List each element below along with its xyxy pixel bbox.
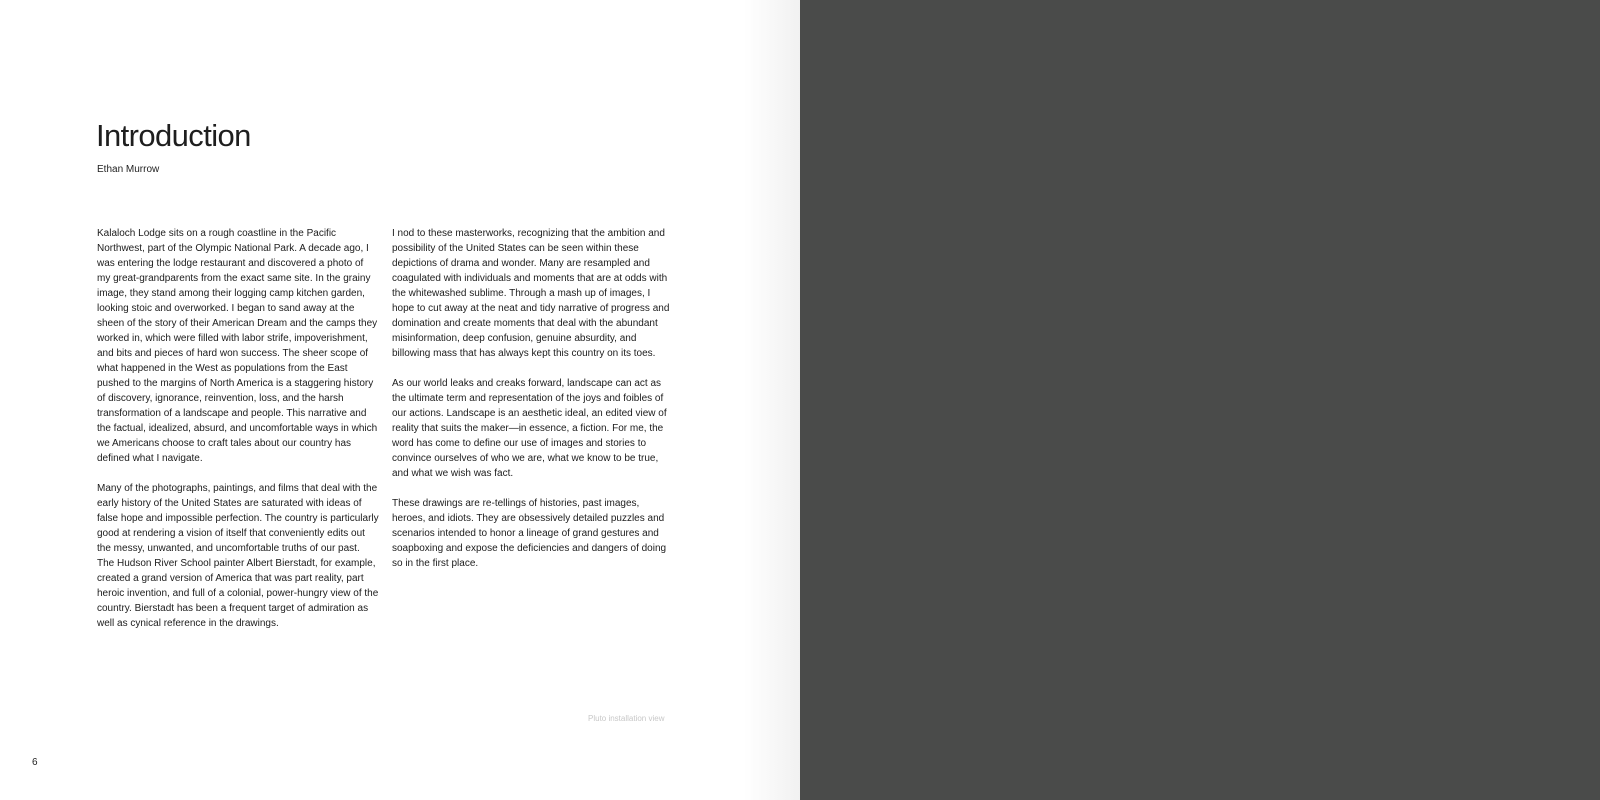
paragraph: Kalaloch Lodge sits on a rough coastline in the Pacific Northwest, part of the Olympic National Park. A decade ago, I was entering the lodge restaurant and discovered a photo of my great-grandparents from the exact same site. In the grainy image, they stand among their logging camp kitchen garden, looking stoic and overworked. I began to sand away at the sheen of the story of their American Dream and the camps they worked in, which were filled with labor strife, impoverishment, and bits and pieces of hard won success. The sheer scope of what happened in the West as populations from the East pushed to the margins of North America is a staggering history of discovery, ignorance, reinvention, loss, and the harsh transformation of a landscape and people. This narrative and the factual, idealized, absurd, and uncomfortable ways in which we Americans choose to craft tales about our country has defined what I navigate. xyxy=(97,228,378,464)
text-column-right xyxy=(392,226,674,586)
paragraph: Many of the photographs, paintings, and films that deal with the early history of the United States are saturated with ideas of false hope and impossible perfection. The country is particularly good at rendering a vision of itself that conveniently edits out the messy, unwanted, and uncomfortable truths of our past. The Hudson River School painter Albert Bierstadt, for example, created a grand version of America that was part reality, part heroic invention, and full of a colonial, power-hungry view of the country. Bierstadt has been a frequent target of admiration as well as cynical reference in the drawings. xyxy=(97,483,379,629)
text-column-left xyxy=(97,226,379,646)
page-title: Introduction xyxy=(96,118,251,153)
page-number: 6 xyxy=(32,757,38,768)
author-name: Ethan Murrow xyxy=(97,164,160,175)
image-caption: Pluto installation view xyxy=(588,714,665,723)
right-page xyxy=(800,0,1600,800)
paragraph: These drawings are re-tellings of histories, past images, heroes, and idiots. They are obsessively detailed puzzles and scenarios intended to honor a lineage of grand gestures and soapboxing and expose the deficiencies and dangers of doing so in the first place. xyxy=(392,498,667,569)
paragraph: As our world leaks and creaks forward, landscape can act as the ultimate term and representation of the joys and foibles of our actions. Landscape is an aesthetic ideal, an edited view of reality that suits the maker—in essence, a fiction. For me, the word has come to define our use of images and stories to convince ourselves of who we are, what we know to be true, and what we wish was fact. xyxy=(392,378,667,479)
paragraph: I nod to these masterworks, recognizing that the ambition and possibility of the United States can be seen within these depictions of drama and wonder. Many are resampled and coagulated with individuals and moments that are at odds with the whitewashed sublime. Through a mash up of images, I hope to cut away at the neat and tidy narrative of progress and domination and create moments that deal with the abundant misinformation, deep confusion, genuine absurdity, and billowing mass that has always kept this country on its toes. xyxy=(392,228,670,359)
